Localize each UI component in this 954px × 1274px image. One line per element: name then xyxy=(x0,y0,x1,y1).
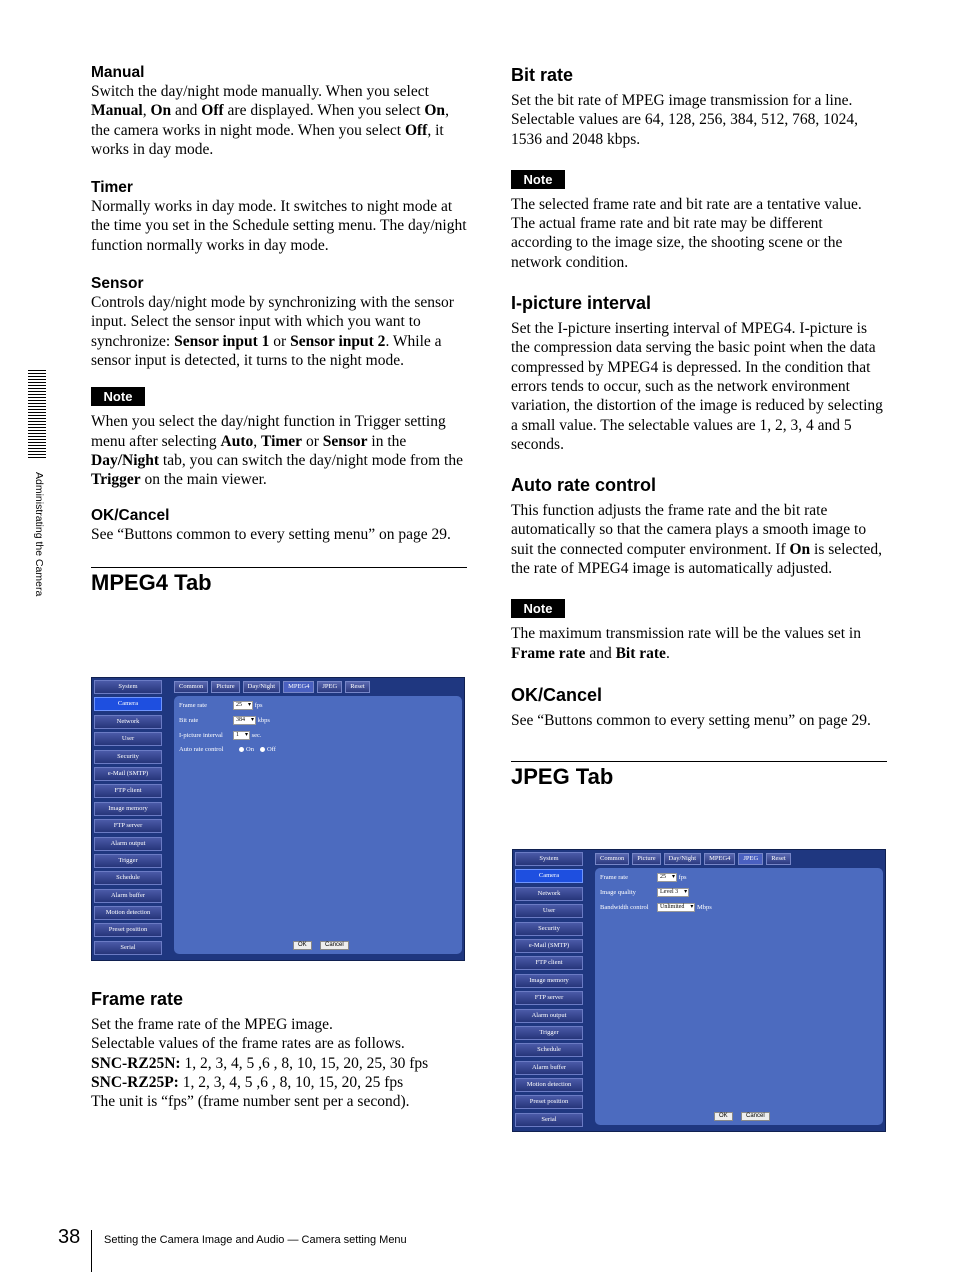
image-quality-select[interactable]: Level 3 ▾ xyxy=(657,888,689,897)
manual-heading: Manual xyxy=(91,64,145,81)
menu-item[interactable]: Preset position xyxy=(94,923,162,937)
frame-rate-line2: Selectable values of the frame rates are as follows. xyxy=(91,1035,405,1053)
tab[interactable]: Reset xyxy=(766,853,790,865)
cancel-button[interactable]: Cancel xyxy=(320,941,349,950)
frame-rate-row: Frame rate 25 ▾ fps xyxy=(600,873,687,883)
sensor-text: Controls day/night mode by synchronizing with the sensor input. Select the sensor input with which you want to synchronize: Sensor input 1 or Sensor input 2. While a sensor input is detected, it turns to the night mode. xyxy=(91,294,454,369)
okcancel-heading: OK/Cancel xyxy=(91,507,170,525)
menu-item[interactable]: e-Mail (SMTP) xyxy=(515,939,583,953)
settings-panel xyxy=(595,868,883,1125)
frame-rate-model-n: SNC-RZ25N: 1, 2, 3, 4, 5 ,6 , 8, 10, 15, 20, 25, 30 fps xyxy=(91,1054,429,1072)
manual-text: Switch the day/night mode manually. When you select Manual, On and Off are displayed. When you select On, the camera works in night mode. When you select Off, it works in day mode. xyxy=(91,83,449,158)
mpeg4-tab-title: MPEG4 Tab xyxy=(91,567,467,596)
frame-rate-row: Frame rate 25 ▾ fps xyxy=(179,701,263,711)
auto-rate-text: This function adjusts the frame rate and the bit rate automatically so that the camera plays a smooth image to suit the connected computer environment. If On is selected, the rate of MPEG4 image is automatically adjusted. xyxy=(511,502,883,578)
menu-item[interactable]: Trigger xyxy=(94,854,162,868)
note-text: When you select the day/night function in Trigger setting menu after selecting Auto, Timer or Sensor in the Day/Night tab, you can switch the day/night mode from the Trigger on the main viewer. xyxy=(91,413,463,489)
menu-item[interactable]: FTP server xyxy=(94,819,162,833)
menu-item[interactable]: Serial xyxy=(94,941,162,955)
note-label: Note xyxy=(511,170,565,189)
frame-rate-line1: Set the frame rate of the MPEG image. xyxy=(91,1016,333,1033)
ok-button[interactable]: OK xyxy=(293,941,312,950)
tab[interactable]: MPEG4 xyxy=(704,853,735,865)
okcancel-text: See “Buttons common to every setting menu” on page 29. xyxy=(91,526,451,544)
settings-tabs xyxy=(174,681,370,693)
menu-item[interactable]: Motion detection xyxy=(515,1078,583,1092)
mpeg4-screenshot xyxy=(91,677,465,961)
frame-rate-model-p: SNC-RZ25P: 1, 2, 3, 4, 5 ,6 , 8, 10, 15, 20, 25 fps xyxy=(91,1073,404,1091)
auto-rate-row: Auto rate control On Off xyxy=(179,746,276,753)
okcancel-heading: OK/Cancel xyxy=(511,684,603,705)
note-label: Note xyxy=(91,387,145,406)
menu-item[interactable]: User xyxy=(515,904,583,918)
ipicture-heading: I-picture interval xyxy=(511,293,652,314)
bandwidth-select[interactable]: Unlimited ▾ xyxy=(657,903,695,912)
menu-item[interactable]: Network xyxy=(515,887,583,901)
jpeg-screenshot xyxy=(512,849,886,1132)
jpeg-tab-title: JPEG Tab xyxy=(511,761,887,790)
menu-item[interactable]: Alarm buffer xyxy=(94,889,162,903)
bit-rate-select[interactable]: 384 ▾ xyxy=(233,716,256,725)
left-column xyxy=(91,64,467,596)
tab[interactable]: Day/Night xyxy=(664,853,701,865)
note-label: Note xyxy=(511,599,565,618)
menu-item[interactable]: Image memory xyxy=(515,974,583,988)
menu-item[interactable]: Trigger xyxy=(515,1026,583,1040)
menu-item[interactable]: Alarm output xyxy=(515,1009,583,1023)
menu-item[interactable]: Camera xyxy=(515,869,583,883)
page-number: 38 xyxy=(58,1226,81,1248)
auto-off-radio[interactable] xyxy=(260,747,265,752)
right-column xyxy=(511,64,887,790)
frame-rate-heading: Frame rate xyxy=(91,989,184,1009)
menu-item[interactable]: Schedule xyxy=(94,871,162,885)
menu-item[interactable]: e-Mail (SMTP) xyxy=(94,767,162,781)
menu-item[interactable]: Alarm output xyxy=(94,837,162,851)
tab[interactable]: Common xyxy=(595,853,629,865)
footer-divider xyxy=(91,1230,92,1272)
frame-rate-select[interactable]: 25 ▾ xyxy=(657,873,677,882)
auto-on-radio[interactable] xyxy=(239,747,244,752)
menu-item[interactable]: Preset position xyxy=(515,1095,583,1109)
menu-item[interactable]: Network xyxy=(94,715,162,729)
bit-rate-heading: Bit rate xyxy=(511,65,574,85)
ipicture-row: I-picture interval 1 ▾ sec. xyxy=(179,731,262,741)
section-tab-marker xyxy=(28,370,46,460)
menu-item[interactable]: Security xyxy=(515,922,583,936)
tab[interactable]: JPEG xyxy=(317,681,342,693)
tab[interactable]: JPEG xyxy=(738,853,763,865)
menu-item[interactable]: FTP client xyxy=(515,956,583,970)
timer-text: Normally works in day mode. It switches to night mode at the time you set in the Schedule setting menu. The day/night function normally works in day mode. xyxy=(91,198,467,254)
settings-menu xyxy=(94,680,162,958)
menu-item[interactable]: FTP server xyxy=(515,991,583,1005)
frame-rate-line3: The unit is “fps” (frame number sent per a second). xyxy=(91,1093,410,1111)
menu-item[interactable]: FTP client xyxy=(94,784,162,798)
tab[interactable]: Picture xyxy=(211,681,239,693)
menu-item[interactable]: Motion detection xyxy=(94,906,162,920)
bit-rate-text: Set the bit rate of MPEG image transmission for a line. Selectable values are 64, 128, 256, 384, 512, 768, 1024, 1536 and 2048 kbps. xyxy=(511,92,858,148)
timer-heading: Timer xyxy=(91,179,133,197)
margin-section-label: Administrating the Camera xyxy=(33,472,45,597)
settings-menu xyxy=(515,852,583,1130)
menu-item[interactable]: System xyxy=(94,680,162,694)
note-text: The maximum transmission rate will be the values set in Frame rate and Bit rate. xyxy=(511,625,861,662)
ipicture-select[interactable]: 1 ▾ xyxy=(233,731,250,740)
tab[interactable]: Day/Night xyxy=(243,681,280,693)
auto-rate-heading: Auto rate control xyxy=(511,475,657,496)
bandwidth-row: Bandwidth control Unlimited ▾ Mbps xyxy=(600,903,712,913)
bit-rate-row: Bit rate 384 ▾ kbps xyxy=(179,716,270,726)
cancel-button[interactable]: Cancel xyxy=(741,1112,770,1121)
ok-button[interactable]: OK xyxy=(714,1112,733,1121)
menu-item[interactable]: Image memory xyxy=(94,802,162,816)
settings-tabs xyxy=(595,853,791,865)
tab[interactable]: MPEG4 xyxy=(283,681,314,693)
menu-item[interactable]: Camera xyxy=(94,697,162,711)
sensor-heading: Sensor xyxy=(91,275,144,293)
image-quality-row: Image quality Level 3 ▾ xyxy=(600,888,689,898)
menu-item[interactable]: Schedule xyxy=(515,1043,583,1057)
tab[interactable]: Reset xyxy=(345,681,369,693)
settings-panel xyxy=(174,696,462,954)
menu-item[interactable]: Alarm buffer xyxy=(515,1061,583,1075)
menu-item[interactable]: Serial xyxy=(515,1113,583,1127)
menu-item[interactable]: Security xyxy=(94,750,162,764)
menu-item[interactable]: System xyxy=(515,852,583,866)
frame-rate-select[interactable]: 25 ▾ xyxy=(233,701,253,710)
menu-item[interactable]: User xyxy=(94,732,162,746)
note-text: The selected frame rate and bit rate are a tentative value. The actual frame rate and bit rate may be different according to the image size, the shooting scene or the network condition. xyxy=(511,195,862,271)
tab[interactable]: Picture xyxy=(632,853,660,865)
tab[interactable]: Common xyxy=(174,681,208,693)
okcancel-text: See “Buttons common to every setting menu” on page 29. xyxy=(511,711,871,729)
footer-caption: Setting the Camera Image and Audio — Camera setting Menu xyxy=(104,1234,407,1246)
frame-rate-section xyxy=(91,988,467,1111)
ipicture-text: Set the I-picture inserting interval of MPEG4. I-picture is the compression data serving the basic point when the data compressed by MPEG4 is depressed. In the condition that errors tends to occur, such as the network environment variation, the distortion of the image is reduced by selecting a small value. The selectable values are 1, 2, 3, 4 and 5 seconds. xyxy=(511,320,883,453)
